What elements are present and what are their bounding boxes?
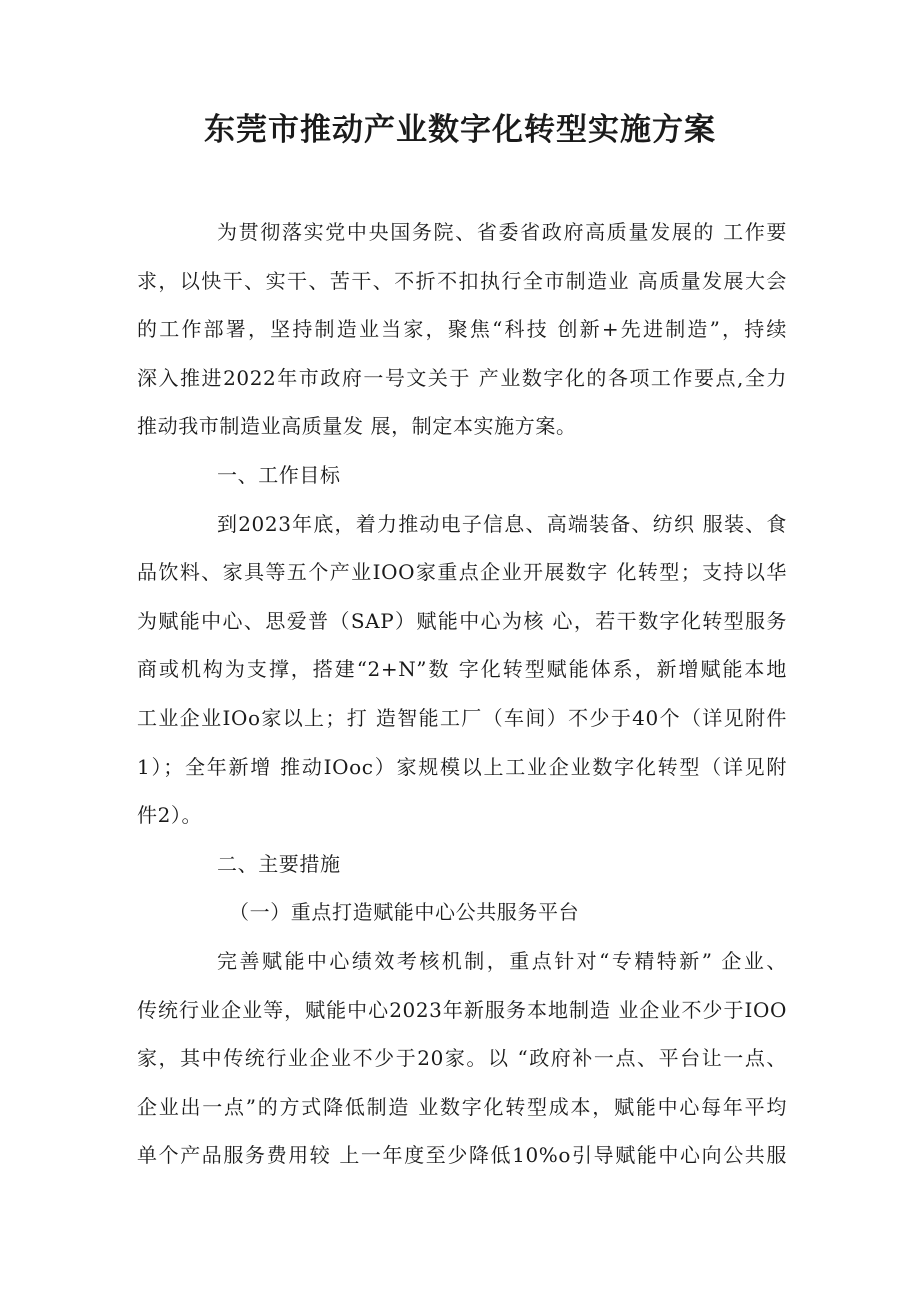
paragraph-line: 求，以快干、实干、苦干、不折不扣执行全市制造业 高质量发展大会	[137, 268, 787, 293]
paragraph-line: 商或机构为支撑，搭建“2+N”数 字化转型赋能体系，新增赋能本地	[137, 657, 787, 682]
paragraph-line: 件2）。	[137, 803, 203, 828]
document-title: 东莞市推动产业数字化转型实施方案	[204, 112, 716, 148]
paragraph-line: 完善赋能中心绩效考核机制，重点针对“专精特新” 企业、	[217, 948, 787, 973]
section-heading-goals: 一、工作目标	[217, 462, 341, 487]
paragraph-line: 单个产品服务费用较 上一年度至少降低10%o引导赋能中心向公共服	[137, 1143, 787, 1168]
document-body	[137, 208, 787, 1180]
paragraph-line: 工业企业IOo家以上；打 造智能工厂（车间）不少于40个（详见附件	[137, 705, 787, 730]
section-heading-measures: 二、主要措施	[217, 851, 341, 876]
paragraph-line: 企业出一点”的方式降低制造 业数字化转型成本，赋能中心每年平均	[137, 1094, 787, 1119]
paragraph-line: 深入推进2022年市政府一号文关于 产业数字化的各项工作要点,全力	[137, 365, 787, 390]
goals-paragraph	[137, 500, 787, 840]
paragraph-line: 1）；全年新增 推动IOoc）家规模以上工业企业数字化转型（详见附	[137, 754, 787, 779]
measures-paragraph	[137, 937, 787, 1180]
paragraph-line: 家，其中传统行业企业不少于20家。以 “政府补一点、平台让一点、	[137, 1046, 787, 1071]
paragraph-line: 传统行业企业等，赋能中心2023年新服务本地制造 业企业不少于IOO	[137, 997, 787, 1022]
paragraph-line: 品饮料、家具等五个产业IOO家重点企业开展数字 化转型；支持以华	[137, 560, 787, 585]
intro-paragraph	[137, 208, 787, 451]
subsection-heading: （一）重点打造赋能中心公共服务平台	[229, 900, 580, 925]
paragraph-line: 到2023年底，着力推动电子信息、高端装备、纺织 服装、食	[217, 511, 787, 536]
paragraph-line: 为赋能中心、思爱普（SAP）赋能中心为核 心，若干数字化转型服务	[137, 608, 787, 633]
paragraph-line: 推动我市制造业高质量发 展，制定本实施方案。	[137, 414, 577, 439]
paragraph-line: 的工作部署，坚持制造业当家，聚焦“科技 创新+先进制造”，持续	[137, 317, 787, 342]
paragraph-line: 为贯彻落实党中央国务院、省委省政府高质量发展的 工作要	[217, 220, 787, 244]
